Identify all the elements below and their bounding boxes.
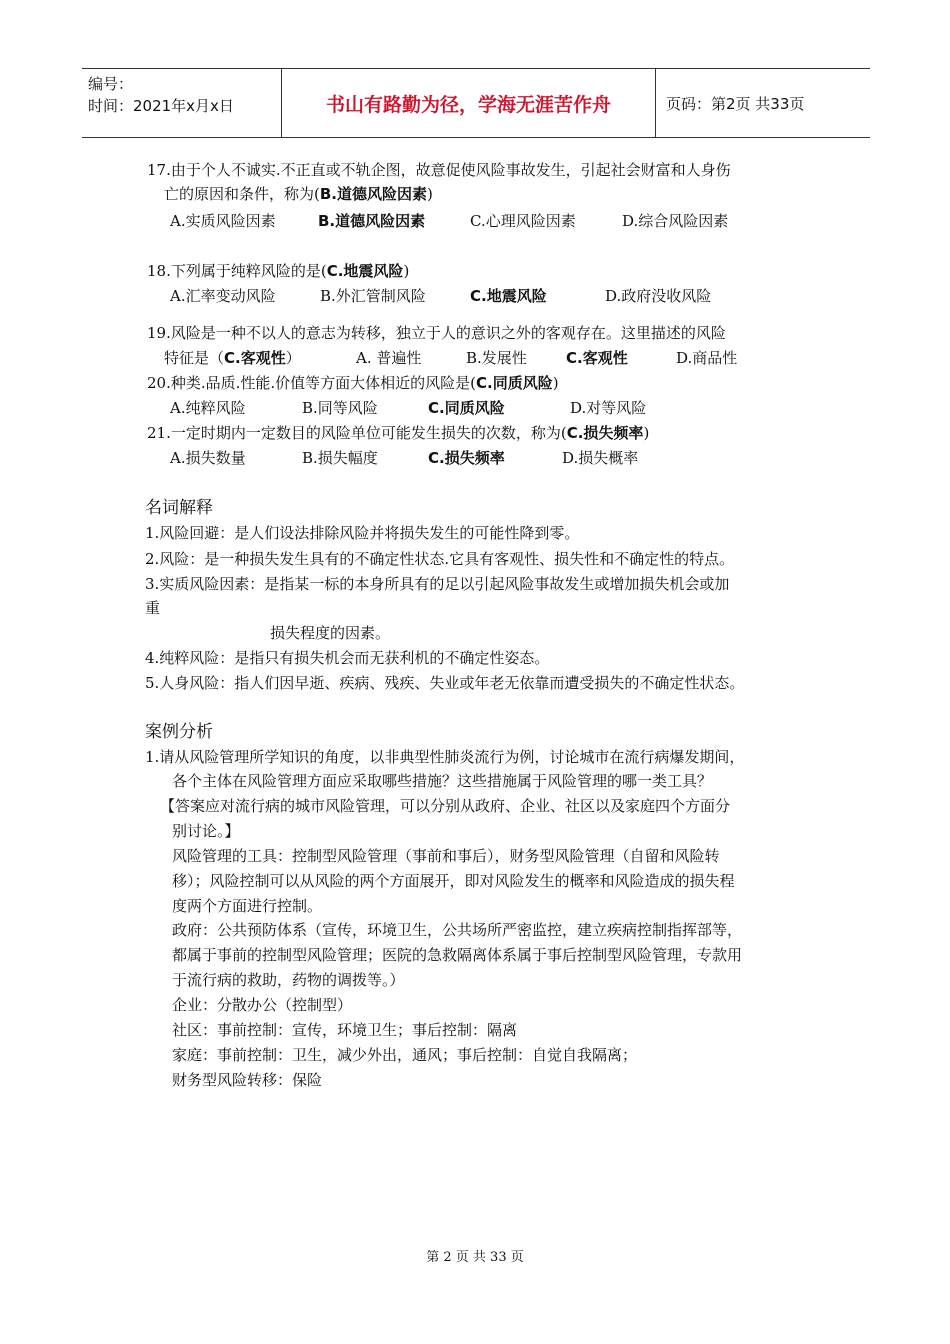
- case-line: 财务型风险转移：保险: [172, 1071, 323, 1089]
- term-item: 5.人身风险：指人们因早逝、疾病、残疾、失业或年老无依靠而遭受损失的不确定性状态。: [145, 674, 745, 692]
- q19-option-c: C.客观性: [566, 349, 628, 367]
- case-line: 别讨论。】: [172, 822, 240, 840]
- q21-option-a: A.损失数量: [170, 449, 246, 467]
- q19-close: ）: [285, 349, 301, 367]
- q21-stem: 21.一定时期内一定数目的风险单位可能发生损失的次数，称为(: [147, 424, 567, 442]
- q20-option-a: A.纯粹风险: [170, 399, 246, 417]
- case-line: 政府：公共预防体系（宣传，环境卫生，公共场所严密监控，建立疾病控制指挥部等，: [172, 921, 743, 939]
- case-line: 移）；风险控制可以从风险的两个方面展开，即对风险发生的概率和风险造成的损失程: [172, 872, 735, 890]
- header-meta: [82, 69, 282, 137]
- q21-answer: C.损失频率: [566, 424, 644, 442]
- q17-close: ): [427, 185, 433, 203]
- q18-option-c: C.地震风险: [470, 287, 547, 305]
- q17-answer: B.道德风险因素: [319, 185, 427, 203]
- number-label: 编号：: [88, 75, 134, 93]
- q19-option-a: A. 普遍性: [356, 349, 422, 367]
- q19-option-b: B.发展性: [466, 349, 527, 367]
- case-line: 【答案应对流行病的城市风险管理，可以分别从政府、企业、社区以及家庭四个方面分: [160, 797, 731, 815]
- case-line: 于流行病的救助，药物的调拨等。）: [172, 971, 405, 989]
- q17-stem: 亡的原因和条件，称为(: [164, 185, 320, 203]
- q20-close: ): [552, 374, 559, 392]
- case-line: 社区：事前控制：宣传，环境卫生；事后控制：隔离: [172, 1021, 518, 1039]
- q21-option-d: D.损失概率: [562, 449, 639, 467]
- case-line: 家庭：事前控制：卫生，减少外出，通风；事后控制：自觉自我隔离；: [172, 1046, 638, 1064]
- q20-answer: C.同质风险: [476, 374, 553, 392]
- case-line: 各个主体在风险管理方面应采取哪些措施？这些措施属于风险管理的哪一类工具？: [172, 772, 713, 790]
- term-item: 1.风险回避：是人们设法排除风险并将损失发生的可能性降到零。: [145, 524, 580, 542]
- case-line: 风险管理的工具：控制型风险管理（事前和事后），财务型风险管理（自留和风险转: [172, 847, 720, 865]
- q18-option-d: D.政府没收风险: [605, 287, 712, 305]
- q17-line2: [164, 184, 433, 204]
- cases-section-title: 案例分析: [145, 722, 213, 742]
- q18-option-b: B.外汇管制风险: [320, 287, 426, 305]
- q19-option-d: D.商品性: [676, 349, 738, 367]
- q21-line: [147, 423, 649, 443]
- header-motto: 书山有路勤为径，学海无涯苦作舟: [282, 69, 656, 137]
- time-label: 时间：2021年x月x日: [88, 97, 234, 115]
- page-footer: 第 2 页 共 33 页: [426, 1250, 524, 1265]
- q20-stem: 20.种类.品质.性能.价值等方面大体相近的风险是(: [147, 374, 477, 392]
- q18-line: [147, 261, 409, 281]
- q21-close: ): [643, 424, 650, 442]
- q17-option-c: C.心理风险因素: [470, 212, 576, 230]
- term-item: 2.风险：是一种损失发生具有的不确定性状态.它具有客观性、损失性和不确定性的特点。: [145, 550, 735, 568]
- q19-stem: 特征是（: [164, 349, 225, 367]
- q18-stem: 18.下列属于纯粹风险的是(: [147, 262, 327, 280]
- case-line: 企业：分散办公（控制型）: [172, 996, 353, 1014]
- case-line: 度两个方面进行控制。: [172, 897, 323, 915]
- case-line: 1.请从风险管理所学知识的角度，以非典型性肺炎流行为例，讨论城市在流行病爆发期间，: [145, 748, 745, 766]
- q19-answer: C.客观性: [224, 349, 286, 367]
- term-item: 4.纯粹风险：是指只有损失机会而无获利机的不确定性姿态。: [145, 649, 550, 667]
- q17-option-d: D.综合风险因素: [622, 212, 729, 230]
- q17-option-a: A.实质风险因素: [170, 212, 276, 230]
- q21-option-c: C.损失频率: [428, 449, 505, 467]
- q18-option-a: A.汇率变动风险: [170, 287, 276, 305]
- q20-option-b: B.同等风险: [302, 399, 378, 417]
- q21-option-b: B.损失幅度: [302, 449, 378, 467]
- term-item: 损失程度的因素。: [270, 624, 391, 642]
- q19-line2: [164, 348, 301, 368]
- case-line: 都属于事前的控制型风险管理；医院的急救隔离体系属于事后控制型风险管理，专款用: [172, 946, 743, 964]
- q17-option-b: B.道德风险因素: [318, 212, 426, 230]
- term-item: 重: [145, 599, 161, 617]
- page-header: [82, 68, 870, 138]
- term-item: 3.实质风险因素：是指某一标的本身所具有的足以引起风险事故发生或增加损失机会或加: [145, 575, 730, 593]
- q19-line1: 19.风险是一种不以人的意志为转移，独立于人的意识之外的客观存在。这里描述的风险: [147, 324, 726, 342]
- q20-line: [147, 373, 559, 393]
- q17-line1: 17.由于个人不诚实.不正直或不轨企图，故意促使风险事故发生，引起社会财富和人身伤: [147, 161, 731, 179]
- q18-close: ): [403, 262, 410, 280]
- q20-option-c: C.同质风险: [428, 399, 505, 417]
- q20-option-d: D.对等风险: [570, 399, 647, 417]
- header-page-info: 页码：第2页 共33页: [666, 94, 805, 113]
- q18-answer: C.地震风险: [326, 262, 404, 280]
- terms-section-title: 名词解释: [145, 498, 213, 518]
